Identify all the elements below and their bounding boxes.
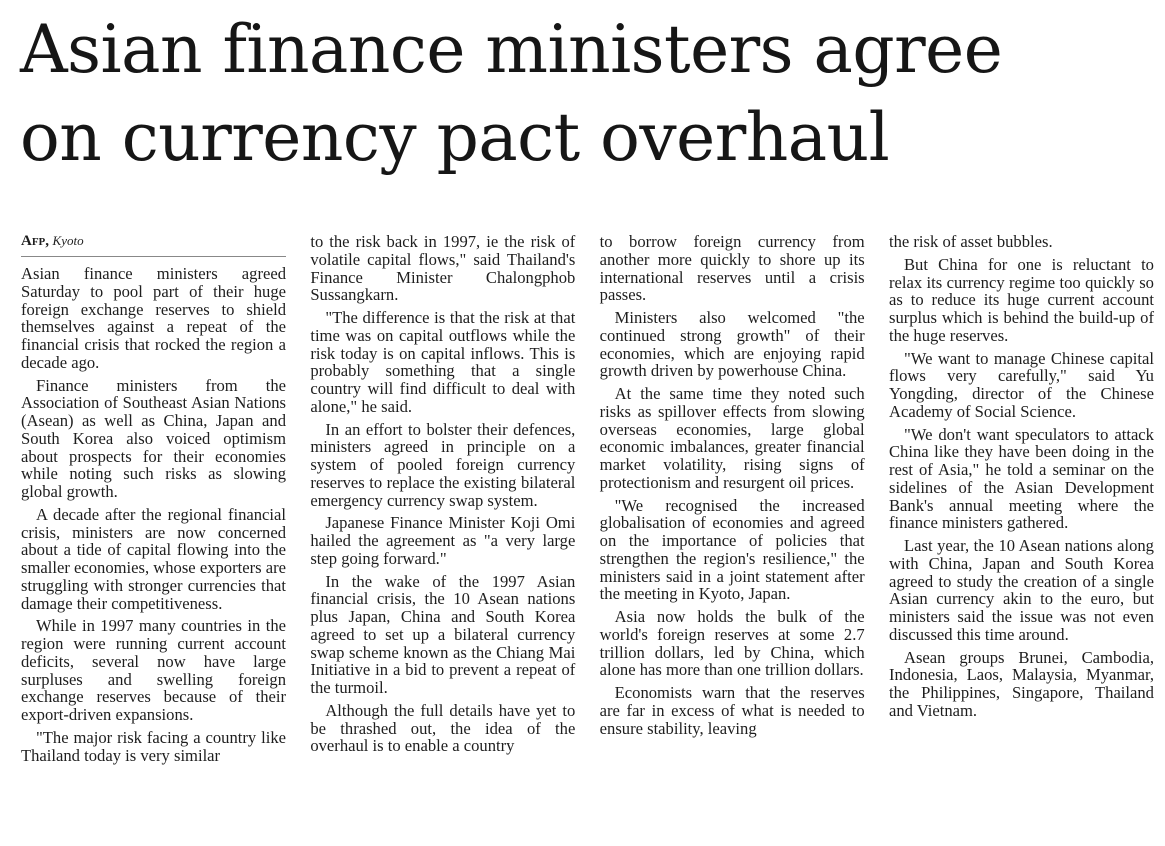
article-body bbox=[21, 233, 1154, 839]
paragraph: In the wake of the 1997 Asian financial crisis, the 10 Asean nations plus Japan, China and South Korea agreed to set up a bilateral currency swap scheme known as the Chiang Mai Initiative in a bid to prevent a repeat of the turmoil. bbox=[310, 571, 576, 697]
column-2 bbox=[310, 233, 575, 839]
paragraph: But China for one is reluctant to relax its currency regime too quickly so as to reduce its huge current account surplus which is behind the build-up of the huge reserves. bbox=[888, 254, 1154, 345]
byline-place: Kyoto bbox=[52, 233, 84, 248]
paragraph: Finance ministers from the Association of Southeast Asian Nations (Asean) as well as China, Japan and South Korea also voiced optimism about prospects for their economies while noting such risks as slowing global growth. bbox=[21, 375, 286, 501]
paragraph: While in 1997 many countries in the region were running current account deficits, several now have large surpluses and swelling foreign exchange reserves because of their export-driven expansions. bbox=[21, 616, 286, 724]
paragraph: "We want to manage Chinese capital flows very carefully," said Yu Yongding, director of the Chinese Academy of Social Science. bbox=[888, 348, 1154, 421]
byline bbox=[21, 233, 286, 257]
headline-line-2: on currency pact overhaul bbox=[20, 99, 890, 176]
paragraph: Asia now holds the bulk of the world's foreign reserves at some 2.7 trillion dollars, led by China, which alone has more than one trillion dollars. bbox=[599, 607, 865, 680]
paragraph: "The major risk facing a country like Thailand today is very similar bbox=[21, 727, 286, 765]
paragraph: A decade after the regional financial crisis, ministers are now concerned about a tide of capital flowing into the smaller economies, whose exporters are struggling with stronger currencies that damage their competitiveness. bbox=[21, 504, 286, 613]
paragraph: the risk of asset bubbles. bbox=[888, 232, 1053, 251]
column-4 bbox=[889, 233, 1154, 839]
byline-agency: Afp, bbox=[21, 233, 50, 249]
paragraph: At the same time they noted such risks as spillover effects from slowing overseas economies, large global economic imbalances, greater financial market volatility, rising signs of protectionism and resurgent oil prices. bbox=[599, 384, 865, 492]
paragraph: "We don't want speculators to attack China like they have been doing in the rest of Asia," he told a seminar on the sidelines of the Asian Development Bank's annual meeting where the finance ministers gathered. bbox=[888, 424, 1154, 533]
headline-line-1: Asian finance ministers agree bbox=[20, 11, 1003, 88]
paragraph: Although the full details have yet to be thrashed out, the idea of the overhaul is to enable a country bbox=[310, 700, 576, 756]
paragraph: Last year, the 10 Asean nations along with China, Japan and South Korea agreed to study the creation of a single Asian currency akin to the euro, but ministers said the issue was not even discussed this time around. bbox=[888, 536, 1154, 644]
paragraph: Asian finance ministers agreed Saturday to pool part of their huge foreign exchange reserves to shield themselves against a repeat of the financial crisis that rocked the region a decade ago. bbox=[21, 264, 286, 372]
paragraph: "The difference is that the risk at that time was on capital outflows while the risk today is on capital inflows. This is probably something that a single country will find difficult to deal with alone," he said. bbox=[310, 308, 576, 416]
paragraph: "We recognised the increased globalisation of economies and agreed on the importance of policies that strengthen the region's resilience," the ministers said in a joint statement after the meeting in Kyoto, Japan. bbox=[599, 495, 865, 604]
column-1 bbox=[21, 233, 286, 839]
paragraph: Economists warn that the reserves are far in excess of what is needed to ensure stability, leaving bbox=[599, 683, 865, 738]
paragraph: Asean groups Brunei, Cambodia, Indonesia, Laos, Malaysia, Myanmar, the Philippines, Singapore, Thailand and Vietnam. bbox=[888, 647, 1154, 720]
paragraph: to borrow foreign currency from another more quickly to shore up its international reserves until a crisis passes. bbox=[599, 232, 865, 305]
paragraph: Ministers also welcomed "the continued strong growth" of their economies, which are enjoying rapid growth driven by powerhouse China. bbox=[599, 308, 865, 381]
paragraph: Japanese Finance Minister Koji Omi hailed the agreement as "a very large step going forward." bbox=[310, 513, 576, 568]
paragraph: In an effort to bolster their defences, ministers agreed in principle on a system of pooled foreign currency reserves to replace the existing bilateral emergency currency swap system. bbox=[310, 419, 576, 510]
paragraph: to the risk back in 1997, ie the risk of volatile capital flows," said Thailand's Finance Minister Chalongphob Sussangkarn. bbox=[310, 232, 576, 305]
column-3 bbox=[600, 233, 865, 839]
headline bbox=[20, 6, 1150, 182]
